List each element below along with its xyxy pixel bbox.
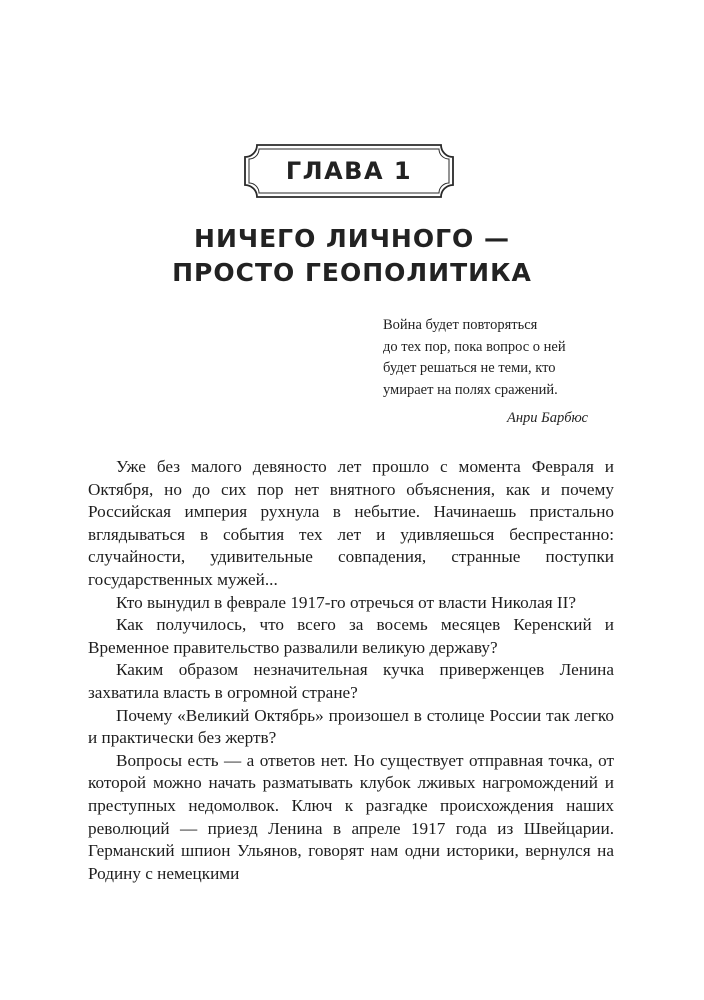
paragraph: Почему «Великий Октябрь» произошел в столице России так легко и практически без жертв? (88, 705, 614, 748)
chapter-label: ГЛАВА 1 (285, 157, 413, 185)
paragraph: Кто вынудил в феврале 1917-го отречься от власти Николая II? (116, 592, 576, 612)
paragraph: Вопросы есть — а ответов нет. Но существует отправная точка, от которой можно начать разматывать клубок лживых нагромождений и преступных недомолвок. Ключ к разгадке происхождения наших революций — приезд Ленина в апреле 1917 года из Швейцарии. Германский шпион Ульянов, говорят нам одни историки, вернулся на Родину с немецкими (88, 750, 614, 883)
epigraph (383, 315, 613, 430)
epigraph-author: Анри Барбюс (507, 410, 588, 426)
epigraph-line: будет решаться не теми, кто (383, 360, 556, 376)
chapter-title-line: НИЧЕГО ЛИЧНОГО — (194, 224, 510, 253)
paragraph: Уже без малого девяносто лет прошло с момента Февраля и Октября, но до сих пор нет внятного объяснения, как и почему Российская империя рухнула в небытие. Начинаешь пристально вглядываться в события тех лет и удивляешься беспрестанно: случайности, удивительные совпадения, странные поступки государственных мужей... (88, 457, 614, 589)
epigraph-line: Война будет повторяться (383, 317, 538, 333)
paragraph: Как получилось, что всего за восемь месяцев Керенский и Временное правительство развалили великую державу? (88, 615, 614, 657)
epigraph-line: до тех пор, пока вопрос о ней (383, 338, 566, 355)
epigraph-line: умирает на полях сражений. (383, 381, 558, 398)
body-text (88, 456, 614, 885)
chapter-title (0, 222, 704, 290)
chapter-title-line: ПРОСТО ГЕОПОЛИТИКА (172, 258, 532, 287)
chapter-heading-frame (243, 143, 455, 199)
paragraph: Каким образом незначительная кучка приверженцев Ленина захватила власть в огромной стране? (88, 660, 614, 702)
